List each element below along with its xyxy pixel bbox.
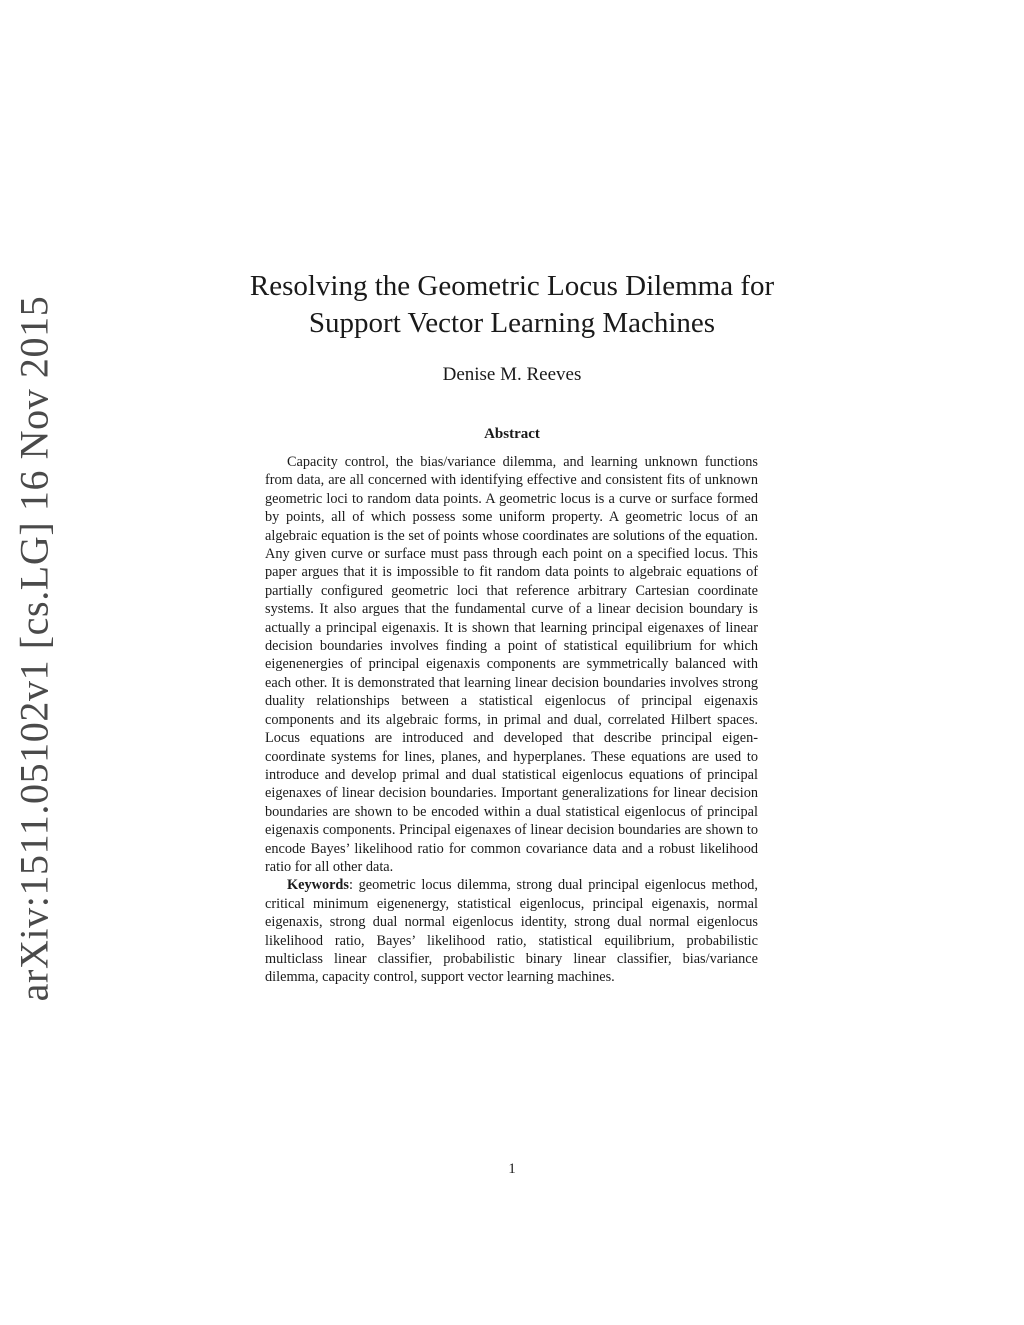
arxiv-identifier: arXiv:1511.05102v1 [cs.LG] 16 Nov 2015 xyxy=(11,295,57,1001)
title-line-1: Resolving the Geometric Locus Dilemma for xyxy=(249,270,775,302)
abstract-paragraph: Capacity control, the bias/variance dilemma, and learning unknown functions from data, are all concerned with identifying effective and consistent fits of unknown geometric loci to random data points. A geometric locus is a curve or surface formed by points, all of which possess some uniform property. A geometric locus of an algebraic equation is the set of points whose coordinates are solutions of the equation. Any given curve or surface must pass through each point on a specified locus. This paper argues that it is impossible to fit random data points to algebraic equations of partially configured geometric loci that reference arbitrary Cartesian coordinate systems. It also argues that the fundamental curve of a linear decision boundary is actually a principal eigenaxis. It is shown that learning principal eigenaxes of linear decision boundaries involves finding a point of statistical equilibrium for which eigenenergies of principal eigenaxis components are symmetrically balanced with each other. It is demonstrated that learning linear decision boundaries involves strong duality relationships between a statistical eigenlocus of principal eigenaxis components and its algebraic forms, in primal and dual, correlated Hilbert spaces. Locus equations are introduced and developed that describe principal eigen-coordinate systems for lines, planes, and hyperplanes. These equations are used to introduce and develop primal and dual statistical eigenlocus equations of principal eigenaxes of linear decision boundaries. Important generalizations for linear decision boundaries are shown to be encoded within a dual statistical eigenlocus of principal eigenaxis components. Principal eigenaxes of linear decision boundaries are shown to encode Bayes’ likelihood ratio for common covariance data and a robust likelihood ratio for all other data. xyxy=(265,454,758,875)
abstract-heading: Abstract xyxy=(484,426,540,442)
keywords-paragraph xyxy=(265,876,758,986)
page-number: 1 xyxy=(508,1161,516,1177)
author-name: Denise M. Reeves xyxy=(442,364,582,385)
arxiv-side-stamp xyxy=(2,295,66,1001)
paper-title xyxy=(150,268,874,342)
abstract-section xyxy=(265,453,758,987)
keywords-label: Keywords xyxy=(287,877,349,894)
keywords-list: : geometric locus dilemma, strong dual principal eigenlocus method, critical minimum eigenenergy, statistical eigenlocus, principal eigenaxis, normal eigenaxis, strong dual normal eigenlocus identity, strong dual normal eigenlocus likelihood ratio, Bayes’ likelihood ratio, statistical equilibrium, probabilistic multiclass linear classifier, probabilistic binary linear classifier, bias/variance dilemma, capacity control, support vector learning machines. xyxy=(265,877,758,986)
title-line-2: Support Vector Learning Machines xyxy=(308,307,716,339)
